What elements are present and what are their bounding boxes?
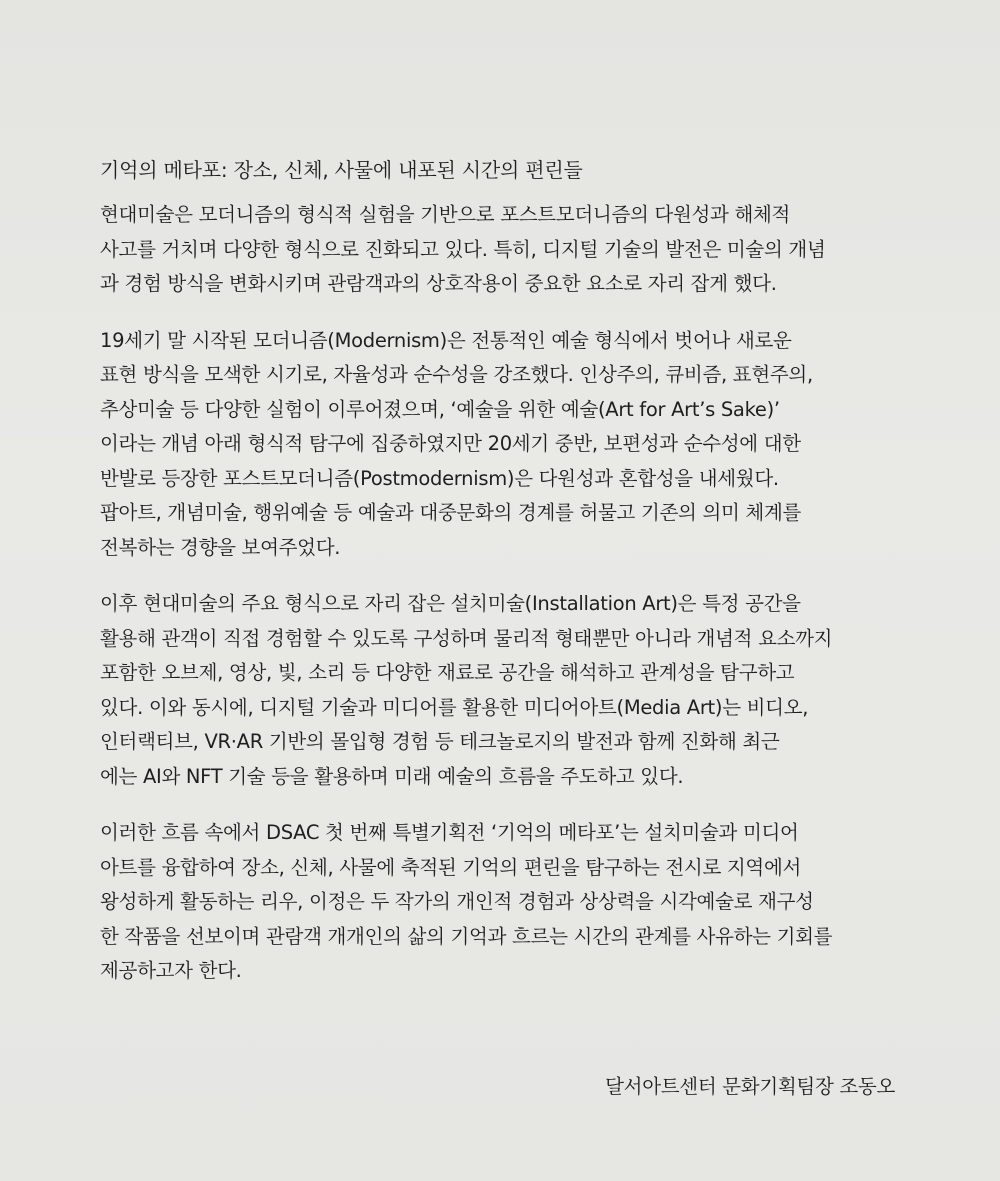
text-line: 과 경험 방식을 변화시키며 관람객과의 상호작용이 중요한 요소로 자리 잡게 했다. [100, 272, 777, 295]
wall-text-panel [100, 150, 900, 1011]
text-line: 전복하는 경향을 보여주었다. [100, 535, 341, 559]
text-line: 이라는 개념 아래 형식적 탐구에 집중하였지만 20세기 중반, 보편성과 순수성에 대한 [100, 432, 801, 455]
author-signature: 달서아트센터 문화기획팀장 조동오 [605, 1075, 895, 1098]
text-line: 인터랙티브, VR·AR 기반의 몰입형 경험 등 테크놀로지의 발전과 함께 진화해 최근 [100, 730, 780, 753]
text-line: 현대미술은 모더니즘의 형식적 실험을 기반으로 포스트모더니즘의 다원성과 해체적 [100, 203, 791, 226]
text-line: 표현 방식을 모색한 시기로, 자율성과 순수성을 강조했다. 인상주의, 큐비즘, 표현주의, [100, 363, 813, 386]
text-line: 있다. 이와 동시에, 디지털 기술과 미디어를 활용한 미디어아트(Media Art)는 비디오, [100, 695, 809, 719]
text-line: 에는 AI와 NFT 기술 등을 활용하며 미래 예술의 흐름을 주도하고 있다. [100, 764, 684, 788]
text-line: 왕성하게 활동하는 리우, 이정은 두 작가의 개인적 경험과 상상력을 시각예술로 재구성 [100, 890, 814, 913]
text-line: 포함한 오브제, 영상, 빛, 소리 등 다양한 재료로 공간을 해석하고 관계성을 탐구하고 [100, 661, 795, 684]
text-line: 19세기 말 시작된 모더니즘(Modernism)은 전통적인 예술 형식에서 벗어나 새로운 [100, 328, 792, 352]
text-line: 이러한 흐름 속에서 DSAC 첫 번째 특별기획전 ‘기억의 메타포’는 설치미술과 미디어 [100, 821, 799, 844]
text-line: 활용해 관객이 직접 경험할 수 있도록 구성하며 물리적 형태뿐만 아니라 개념적 요소까지 [100, 626, 833, 650]
exhibition-title: 기억의 메타포: 장소, 신체, 사물에 내포된 시간의 편린들 [100, 158, 583, 182]
paragraph-exhibition [100, 816, 900, 989]
text-line: 제공하고자 한다. [100, 959, 242, 982]
text-line: 이후 현대미술의 주요 형식으로 자리 잡은 설치미술(Installation Art)은 특정 공간을 [100, 592, 801, 615]
paragraph-installation-art [100, 587, 900, 794]
text-line: 사고를 거치며 다양한 형식으로 진화되고 있다. 특히, 디지털 기술의 발전은 미술의 개념 [100, 237, 826, 261]
text-line: 추상미술 등 다양한 실험이 이루어졌으며, ‘예술을 위한 예술(Art for Art’s Sake)’ [100, 397, 780, 421]
text-line: 팝아트, 개념미술, 행위예술 등 예술과 대중문화의 경계를 허물고 기존의 의미 체계를 [100, 501, 802, 524]
paragraph-intro [100, 198, 900, 302]
text-line: 반발로 등장한 포스트모더니즘(Postmodernism)은 다원성과 혼합성을 내세웠다. [100, 466, 779, 490]
text-line: 한 작품을 선보이며 관람객 개개인의 삶의 기억과 흐르는 시간의 관계를 사유하는 기회를 [100, 924, 833, 948]
paragraph-modernism [100, 324, 900, 566]
text-line: 아트를 융합하여 장소, 신체, 사물에 축적된 기억의 편린을 탐구하는 전시로 지역에서 [100, 855, 802, 879]
